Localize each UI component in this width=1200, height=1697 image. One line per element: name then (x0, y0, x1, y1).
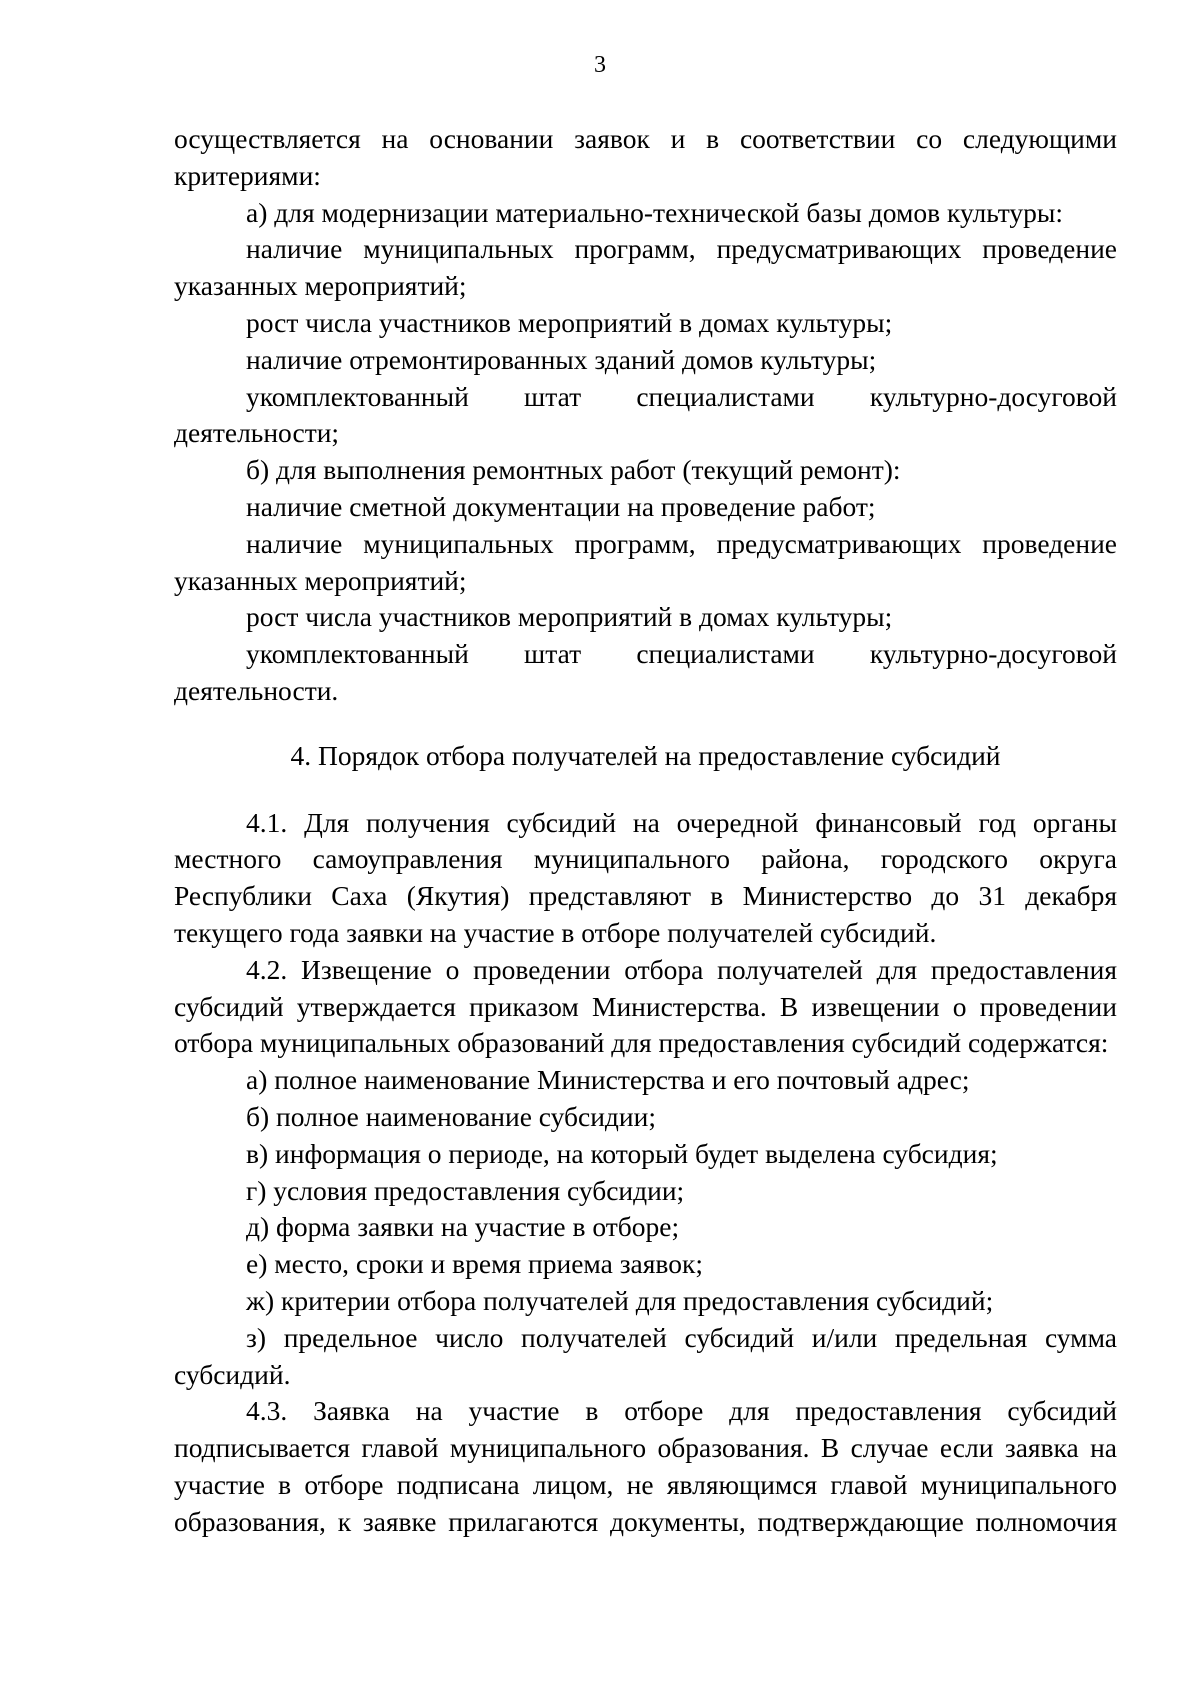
paragraph-criteria-item: рост числа участников мероприятий в домах культуры; (246, 306, 893, 338)
list-item: а) полное наименование Министерства и его почтовый адрес; (246, 1064, 970, 1096)
list-item: в) информация о периоде, на который будет выделена субсидия; (246, 1137, 998, 1169)
list-item: з) предельное число получателей субсидий и/или предельная сумма субсидий. (174, 1321, 1117, 1390)
list-item: ж) критерии отбора получателей для предоставления субсидий; (246, 1284, 994, 1316)
list-item: д) форма заявки на участие в отборе; (246, 1211, 680, 1243)
paragraph-criteria-item: наличие муниципальных программ, предусматривающих проведение указанных мероприятий; (174, 233, 1117, 302)
list-item: г) условия предоставления субсидии; (246, 1174, 685, 1206)
paragraph-criteria-item: наличие сметной документации на проведение работ; (246, 490, 876, 522)
paragraph-criteria-item: укомплектованный штат специалистами культурно-досуговой деятельности; (174, 380, 1117, 449)
paragraph-4-2: 4.2. Извещение о проведении отбора получателей для предоставления субсидий утверждается приказом Министерства. В извещении о проведении отбора муниципальных образований для предоставления субсидий содержатся: (174, 953, 1117, 1059)
list-item: б) полное наименование субсидии; (246, 1100, 657, 1132)
paragraph-criteria-item: рост числа участников мероприятий в домах культуры; (246, 601, 893, 633)
paragraph-4-3: 4.3. Заявка на участие в отборе для предоставления субсидий подписывается главой муниципального образования. В случае если заявка на участие в отборе подписана лицом, не являющимся главой муниципального образования, к заявке прилагаются документы, подтверждающие полномочия (174, 1395, 1117, 1537)
paragraph-criteria-a: а) для модернизации материально-технической базы домов культуры: (246, 196, 1063, 228)
paragraph-criteria-item: укомплектованный штат специалистами культурно-досуговой деятельности. (174, 638, 1117, 706)
page-number: 3 (594, 52, 606, 78)
document-body (174, 121, 1117, 1540)
section-heading: 4. Порядок отбора получателей на предоставление субсидий (290, 739, 1001, 771)
paragraph-criteria-item: наличие отремонтированных зданий домов культуры; (246, 343, 877, 375)
list-item: е) место, сроки и время приема заявок; (246, 1248, 703, 1280)
paragraph-criteria-b: б) для выполнения ремонтных работ (текущий ремонт): (246, 454, 901, 486)
paragraph-criteria-item: наличие муниципальных программ, предусматривающих проведение указанных мероприятий; (174, 527, 1117, 596)
paragraph-continuation: осуществляется на основании заявок и в соответствии со следующими критериями: (174, 123, 1117, 191)
paragraph-4-1: 4.1. Для получения субсидий на очередной финансовый год органы местного самоуправления муниципального района, городского округа Республики Саха (Якутия) представляют в Министерство до 31 декабря текущего года заявки на участие в отборе получателей субсидий. (174, 806, 1117, 948)
